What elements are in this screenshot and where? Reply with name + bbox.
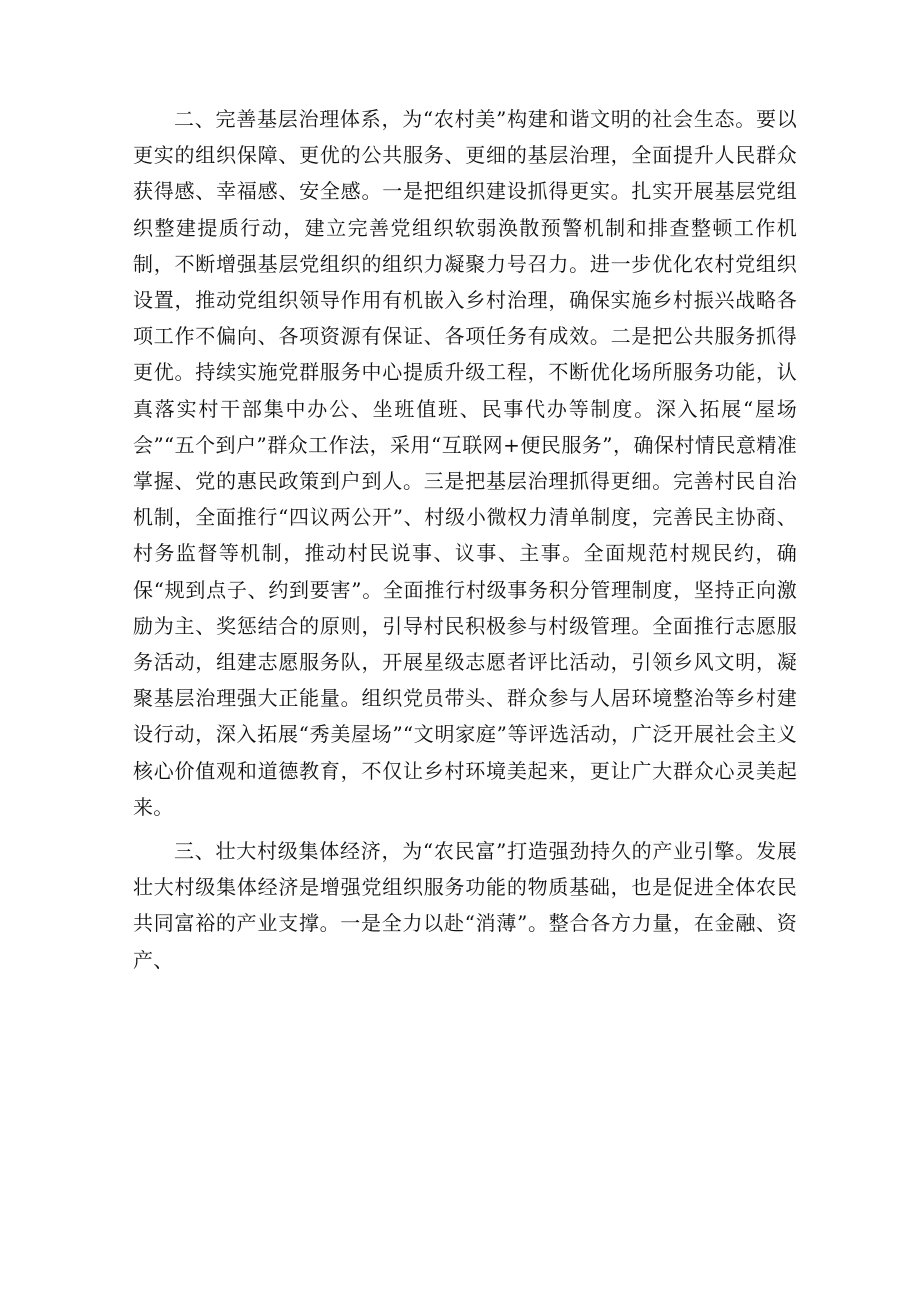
document-body <box>133 101 797 986</box>
paragraph-governance: 二、完善基层治理体系，为“农村美”构建和谐文明的社会生态。要以更实的组织保障、更优的公共服务、更细的基层治理，全面提升人民群众获得感、幸福感、安全感。一是把组织建设抓得更实。扎实开展基层党组织整建提质行动，建立完善党组织软弱涣散预警机制和排查整顿工作机制，不断增强基层党组织的组织力凝聚力号召力。进一步优化农村党组织设置，推动党组织领导作用有机嵌入乡村治理，确保实施乡村振兴战略各项工作不偏向、各项资源有保证、各项任务有成效。二是把公共服务抓得更优。持续实施党群服务中心提质升级工程，不断优化场所服务功能，认真落实村干部集中办公、坐班值班、民事代办等制度。深入拓展“屋场会”“五个到户”群众工作法，采用“互联网+便民服务”，确保村情民意精准掌握、党的惠民政策到户到人。三是把基层治理抓得更细。完善村民自治机制，全面推行“四议两公开”、村级小微权力清单制度，完善民主协商、村务监督等机制，推动村民说事、议事、主事。全面规范村规民约，确保“规到点子、约到要害”。全面推行村级事务积分管理制度，坚持正向激励为主、奖惩结合的原则，引导村民积极参与村级管理。全面推行志愿服务活动，组建志愿服务队，开展星级志愿者评比活动，引领乡风文明，凝聚基层治理强大正能量。组织党员带头、群众参与人居环境整治等乡村建设行动，深入拓展“秀美屋场”“文明家庭”等评选活动，广泛开展社会主义核心价值观和道德教育，不仅让乡村环境美起来，更让广大群众心灵美起来。 <box>133 107 797 819</box>
paragraph-collective-economy: 三、壮大村级集体经济，为“农民富”打造强劲持久的产业引擎。发展壮大村级集体经济是增强党组织服务功能的物质基础，也是促进全体农民共同富裕的产业支撑。一是全力以赴“消薄”。整合各方力量，在金融、资产、 <box>133 839 797 972</box>
